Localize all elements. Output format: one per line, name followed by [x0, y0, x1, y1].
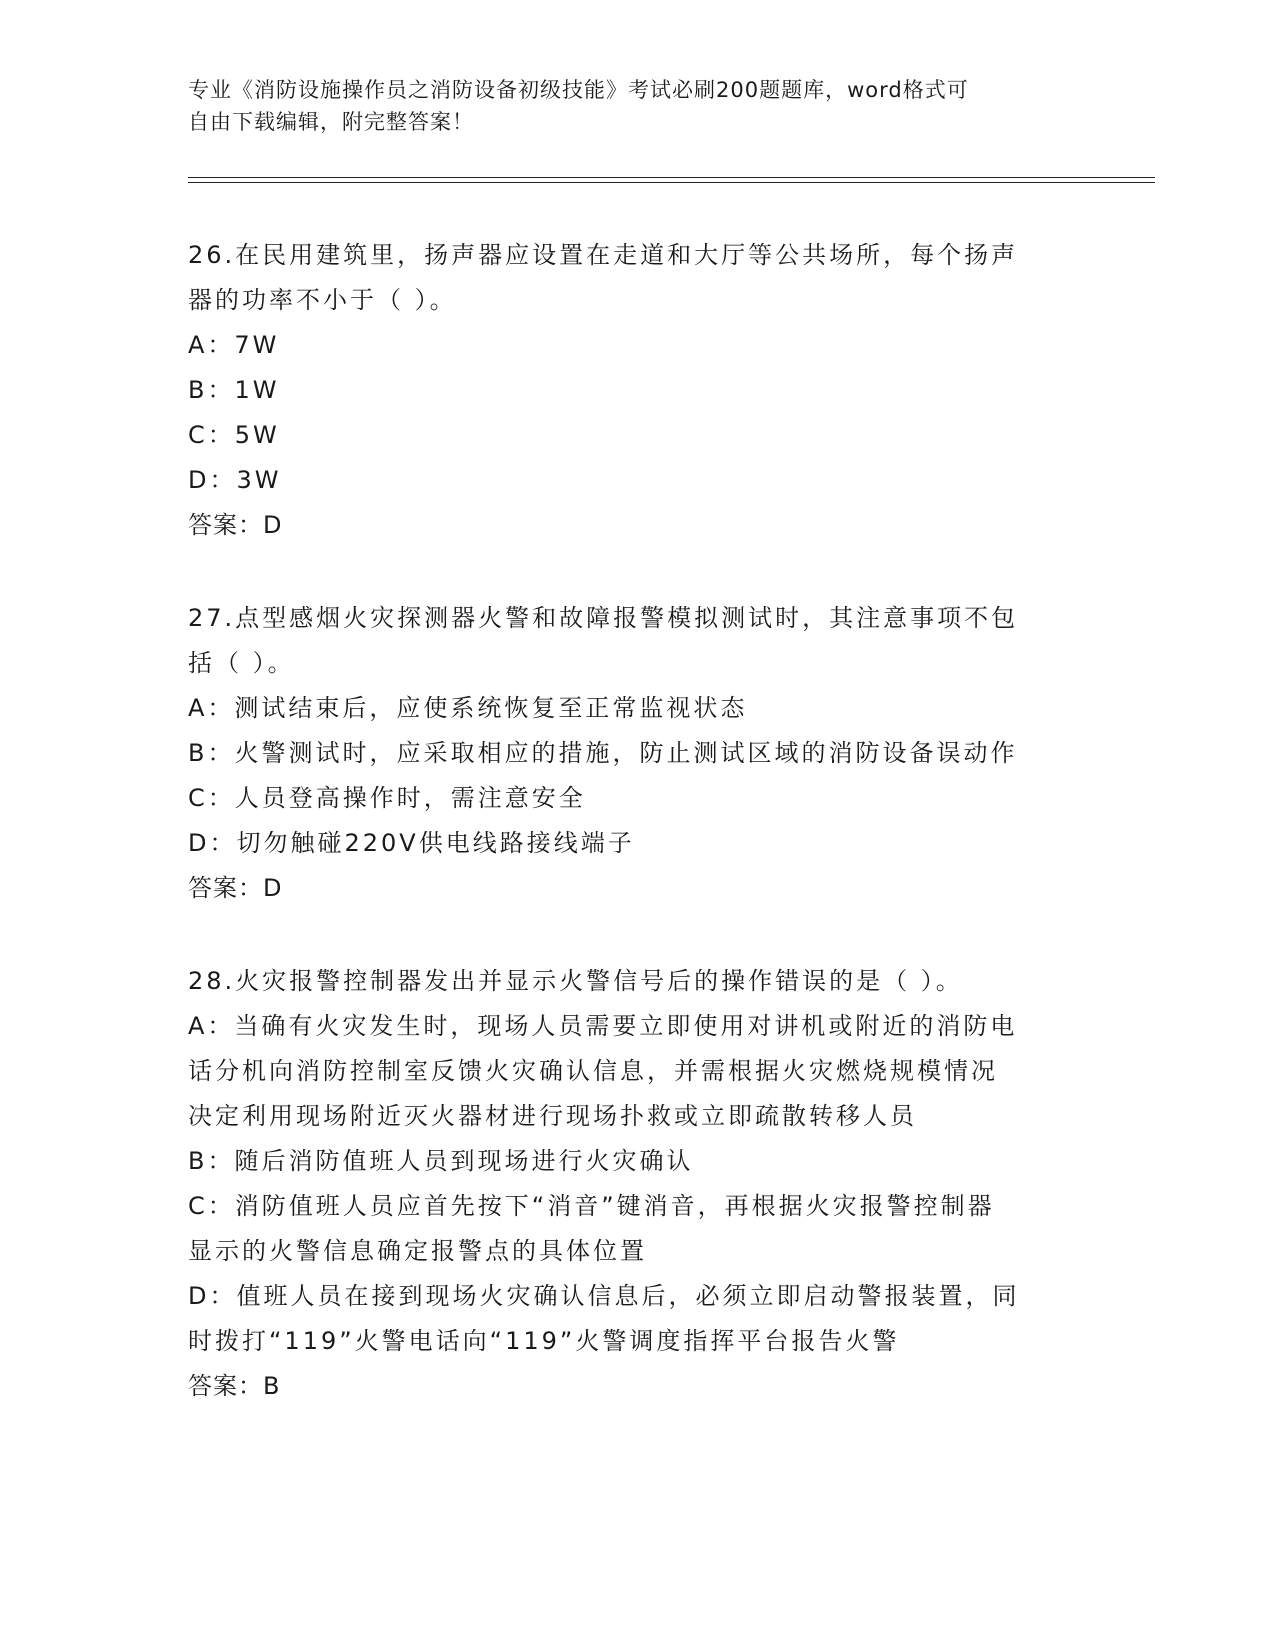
header-divider-bottom — [188, 182, 1155, 183]
question-stem-line: 括（ ）。 — [188, 649, 295, 677]
header-line-2: 自由下载编辑，附完整答案！ — [188, 110, 474, 134]
question-stem-line: 27.点型感烟火灾探测器火警和故障报警模拟测试时，其注意事项不包 — [188, 604, 1019, 632]
option-a: A：当确有火灾发生时，现场人员需要立即使用对讲机或附近的消防电 — [188, 1012, 1018, 1040]
option-a: A：7W — [188, 331, 280, 359]
option-b: B：随后消防值班人员到现场进行火灾确认 — [188, 1147, 694, 1175]
option-b: B：火警测试时，应采取相应的措施，防止测试区域的消防设备误动作 — [188, 739, 1018, 767]
document-header — [188, 74, 1068, 138]
question-27 — [188, 596, 1068, 911]
option-d: D：3W — [188, 466, 282, 494]
option-d-continuation: 时拨打“119”火警电话向“119”火警调度指挥平台报告火警 — [188, 1327, 900, 1355]
header-divider-top — [188, 177, 1155, 178]
option-c-continuation: 显示的火警信息确定报警点的具体位置 — [188, 1237, 647, 1265]
option-d: D：切勿触碰220V供电线路接线端子 — [188, 829, 635, 857]
option-d: D：值班人员在接到现场火灾确认信息后，必须立即启动警报装置，同 — [188, 1282, 1020, 1310]
option-a-continuation: 决定利用现场附近灭火器材进行现场扑救或立即疏散转移人员 — [188, 1102, 917, 1130]
answer-line: 答案：B — [188, 1372, 281, 1400]
answer-line: 答案：D — [188, 511, 283, 539]
option-b: B：1W — [188, 376, 280, 404]
option-a: A：测试结束后，应使系统恢复至正常监视状态 — [188, 694, 748, 722]
option-c: C：人员登高操作时，需注意安全 — [188, 784, 586, 812]
question-26 — [188, 233, 1068, 548]
question-28 — [188, 959, 1068, 1409]
question-stem-line: 28.火灾报警控制器发出并显示火警信号后的操作错误的是（ ）。 — [188, 967, 963, 995]
option-c: C：消防值班人员应首先按下“消音”键消音，再根据火灾报警控制器 — [188, 1192, 995, 1220]
header-line-1: 专业《消防设施操作员之消防设备初级技能》考试必刷200题题库，word格式可 — [188, 78, 969, 102]
question-stem-line: 26.在民用建筑里，扬声器应设置在走道和大厅等公共场所，每个扬声 — [188, 241, 1019, 269]
question-stem-line: 器的功率不小于（ ）。 — [188, 286, 457, 314]
option-c: C：5W — [188, 421, 280, 449]
answer-line: 答案：D — [188, 874, 283, 902]
option-a-continuation: 话分机向消防控制室反馈火灾确认信息，并需根据火灾燃烧规模情况 — [188, 1057, 998, 1085]
